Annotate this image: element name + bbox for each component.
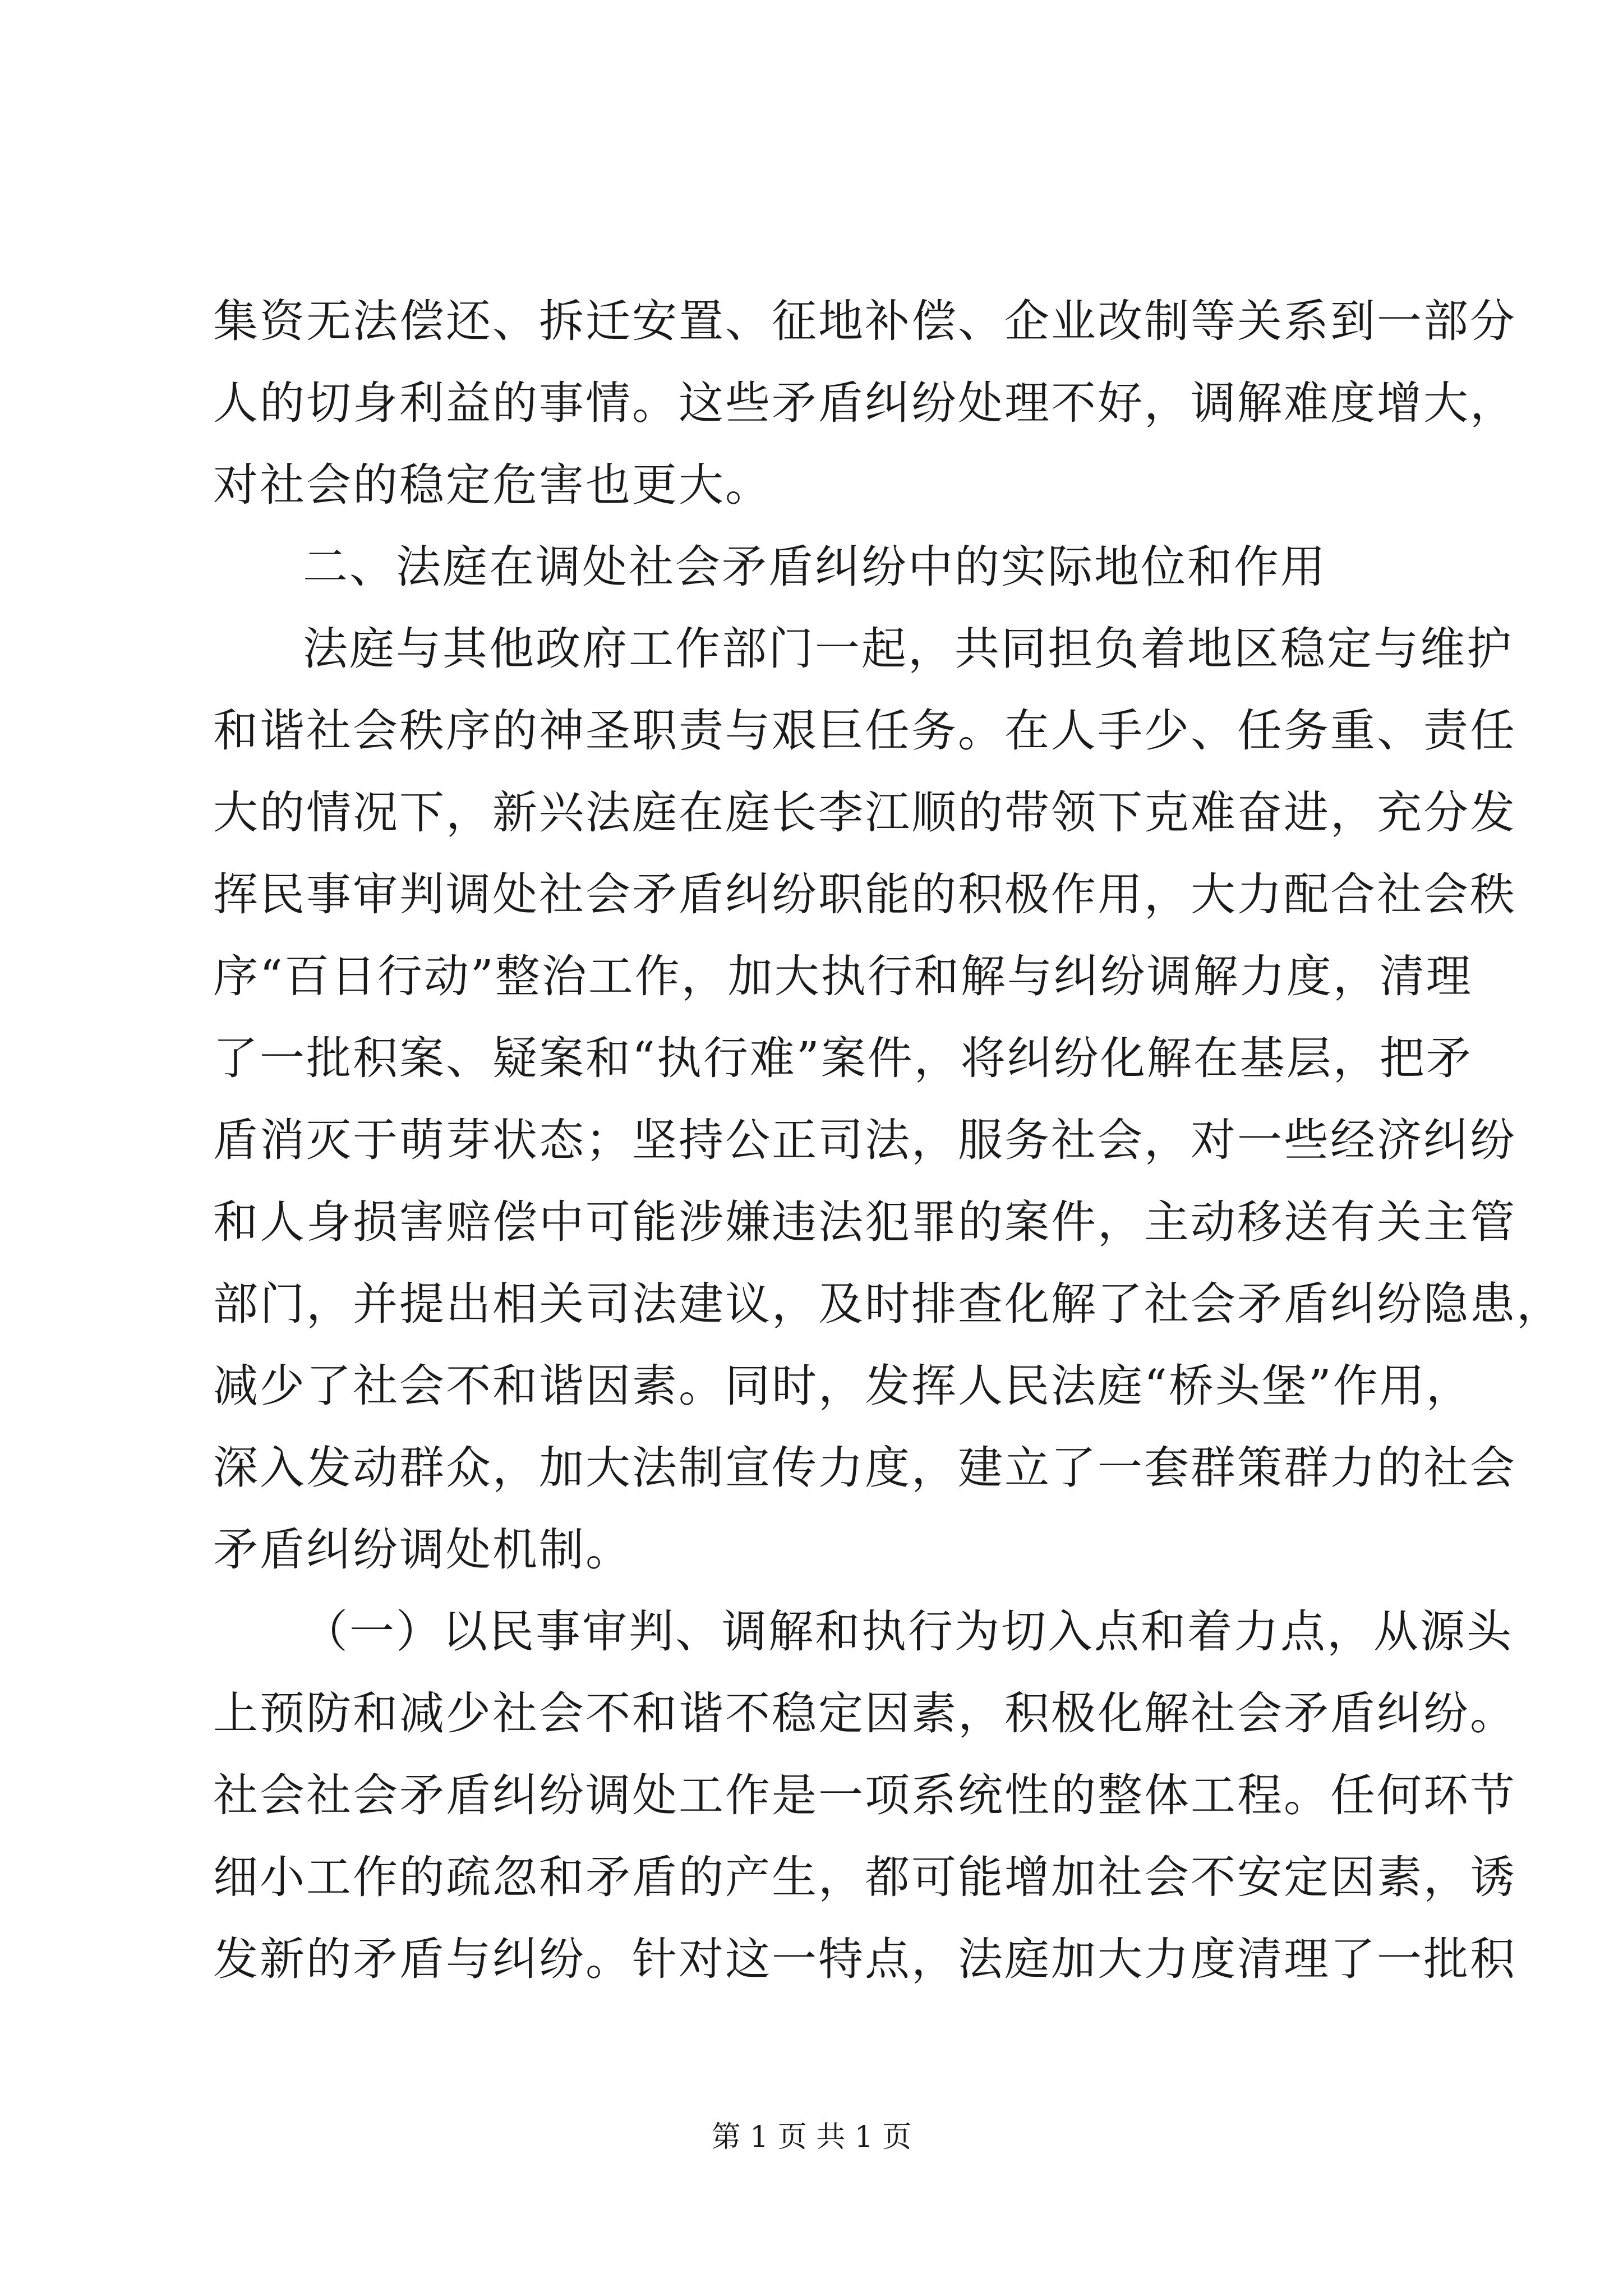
- text-line: 大的情况下，新兴法庭在庭长李江顺的带领下克难奋进，充分发: [213, 786, 1516, 839]
- text-line: 对社会的稳定危害也更大。: [213, 459, 772, 511]
- text-line: 挥民事审判调处社会矛盾纠纷职能的积极作用，大力配合社会秩: [213, 868, 1516, 921]
- text-line: 法庭与其他政府工作部门一起，共同担负着地区稳定与维护: [303, 623, 1513, 675]
- text-line: （一）以民事审判、调解和执行为切入点和着力点，从源头: [303, 1605, 1513, 1658]
- text-line: 细小工作的疏忽和矛盾的产生，都可能增加社会不安定因素，诱: [213, 1851, 1516, 1903]
- text-line: 序“百日行动”整治工作，加大执行和解与纠纷调解力度，清理: [213, 950, 1473, 1002]
- text-line: 二、法庭在调处社会矛盾纠纷中的实际地位和作用: [303, 541, 1327, 593]
- text-line: 了一批积案、疑案和“执行难”案件，将纠纷化解在基层，把矛: [213, 1032, 1473, 1084]
- text-line: 和人身损害赔偿中可能涉嫌违法犯罪的案件，主动移送有关主管: [213, 1196, 1516, 1248]
- text-line: 发新的矛盾与纠纷。针对这一特点，法庭加大力度清理了一批积: [213, 1933, 1516, 1985]
- text-line: 上预防和减少社会不和谐不稳定因素，积极化解社会矛盾纠纷。: [213, 1687, 1516, 1740]
- text-line: 集资无法偿还、拆迁安置、征地补偿、企业改制等关系到一部分: [213, 295, 1516, 347]
- text-line: 矛盾纠纷调处机制。: [213, 1524, 632, 1576]
- text-line: 减少了社会不和谐因素。同时，发挥人民法庭“桥头堡”作用，: [213, 1360, 1473, 1412]
- text-line: 深入发动群众，加大法制宣传力度，建立了一套群策群力的社会: [213, 1442, 1516, 1494]
- text-line: 和谐社会秩序的神圣职责与艰巨任务。在人手少、任务重、责任: [213, 705, 1516, 757]
- text-line: 社会社会矛盾纠纷调处工作是一项系统性的整体工程。任何环节: [213, 1769, 1516, 1821]
- page-footer: 第 1 页 共 1 页: [711, 2120, 912, 2154]
- text-line: 盾消灭于萌芽状态；坚持公正司法，服务社会，对一些经济纠纷: [213, 1114, 1516, 1166]
- document-body: [213, 280, 1563, 2000]
- text-line: 人的切身利益的事情。这些矛盾纠纷处理不好，调解难度增大，: [213, 377, 1516, 429]
- text-line: 部门，并提出相关司法建议，及时排查化解了社会矛盾纠纷隐患，: [213, 1278, 1563, 1330]
